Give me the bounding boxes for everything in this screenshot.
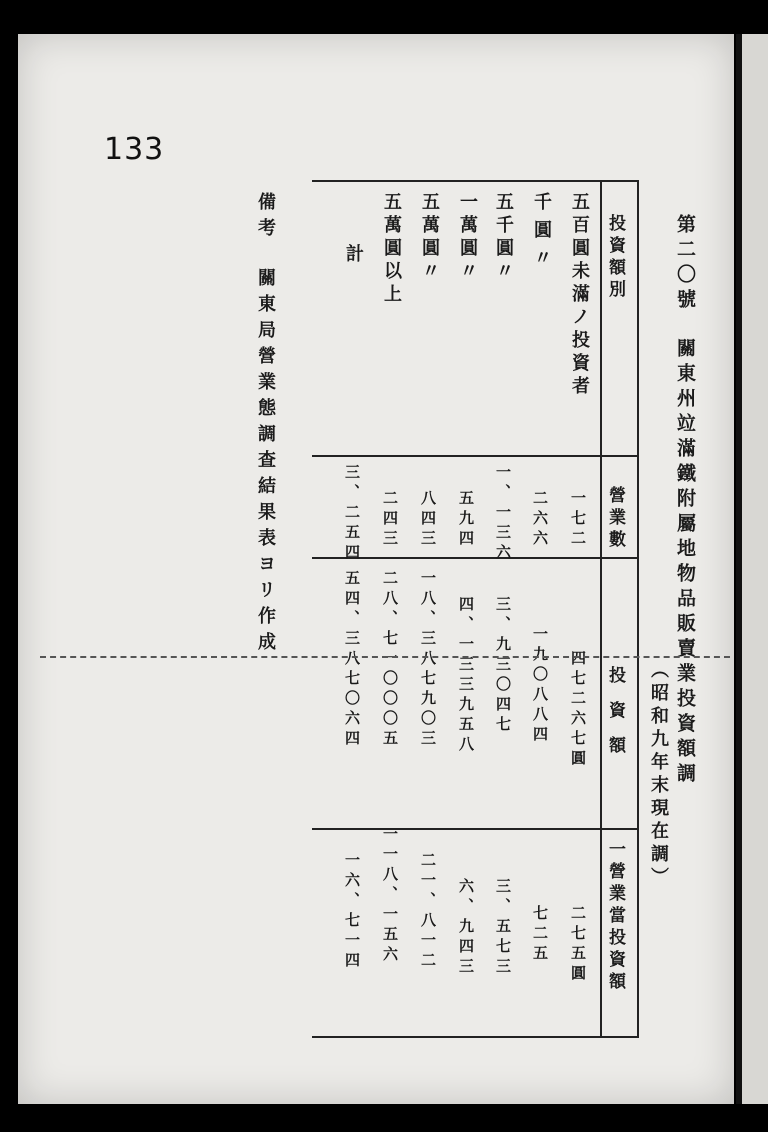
- row-label: 五百圓未滿ノ投資者: [569, 192, 590, 399]
- table-number: 第二〇號: [674, 214, 696, 314]
- per-business-value: 二七五圓: [569, 905, 587, 985]
- table-title: 關東州竝滿鐵附屬地物品販賣業投資額調: [674, 338, 696, 788]
- count-value: 五九四: [457, 490, 475, 550]
- count-value: 一七二: [569, 490, 587, 550]
- header-amount: 投資額: [605, 666, 625, 771]
- header-column-rule: [600, 180, 602, 1038]
- per-business-value: 三、五七三: [494, 878, 512, 978]
- row-label: 五萬圓〃: [419, 192, 440, 284]
- row-divider-3: [312, 828, 639, 830]
- table-top-rule: [312, 180, 639, 182]
- row-divider-1: [312, 455, 639, 457]
- scan-dashed-line: [40, 656, 730, 658]
- row-label-total: 計: [343, 244, 364, 267]
- count-value: 二六六: [531, 490, 549, 550]
- note-text: 關東局營業態調查結果表ヨリ作成: [255, 268, 276, 658]
- table-bottom-rule: [312, 1036, 639, 1038]
- count-value: 八四三: [419, 490, 437, 550]
- amount-value: 四、一三三九五八: [457, 596, 475, 756]
- per-business-value: 七二五: [531, 905, 549, 965]
- next-page-strip: [742, 34, 768, 1104]
- count-value: 一、一三六: [494, 464, 512, 564]
- count-value: 二四三: [381, 490, 399, 550]
- per-business-value: 一六、七一四: [343, 852, 361, 972]
- amount-value: 五四、三八七〇六四: [343, 570, 361, 750]
- amount-value: 四七二六七圓: [569, 650, 587, 770]
- row-label: 五萬圓以上: [381, 192, 402, 307]
- row-label: 五千圓〃: [493, 192, 514, 284]
- header-per-business: 一營業當投資額: [605, 840, 625, 994]
- header-category: 投資額別: [605, 214, 625, 302]
- count-value: 三、二五四: [343, 464, 361, 564]
- table-subtitle: （昭和九年末現在調）: [648, 660, 669, 890]
- header-count: 營業數: [605, 486, 625, 552]
- per-business-value: 六、九四三: [457, 878, 475, 978]
- table-right-rule: [637, 180, 639, 1038]
- per-business-value: 二一、八一二: [419, 852, 437, 972]
- amount-value: 三、九三〇四七: [494, 596, 512, 736]
- amount-value: 一九〇八八四: [531, 626, 549, 746]
- page-number: 133: [104, 132, 165, 167]
- amount-value: 二八、七一〇〇〇五: [381, 570, 399, 750]
- per-business-value: 一一八、一五六: [381, 826, 399, 966]
- amount-value: 一八、三八七九〇三: [419, 570, 437, 750]
- row-label: 千圓〃: [531, 192, 552, 276]
- note-label: 備考: [255, 192, 276, 244]
- row-label: 一萬圓〃: [457, 192, 478, 284]
